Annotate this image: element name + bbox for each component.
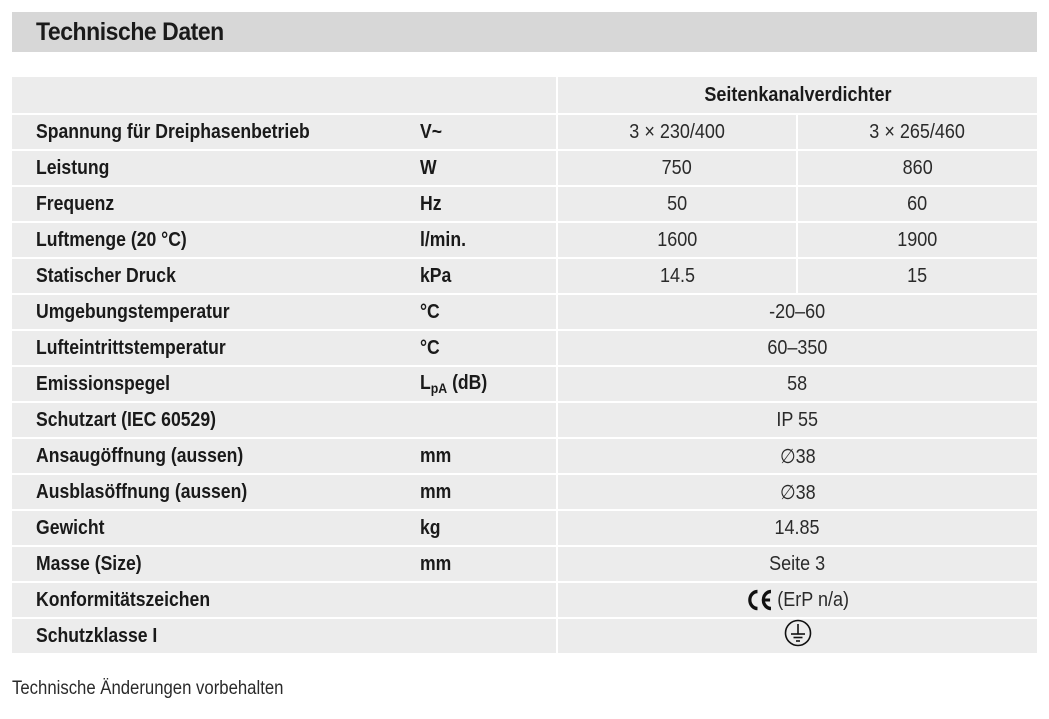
row-value-1: 750: [661, 156, 693, 179]
row-label: Lufteintrittstemperatur: [36, 336, 226, 359]
row-label: Ansaugöffnung (aussen): [36, 444, 244, 467]
row-unit: l/min.: [420, 228, 466, 251]
table-row: [12, 546, 1037, 582]
row-label: Konformitätszeichen: [36, 588, 211, 611]
row-unit: W: [420, 156, 437, 179]
row-unit: mm: [420, 444, 452, 467]
spec-table: [12, 77, 1037, 655]
row-value: IP 55: [776, 408, 819, 431]
table-row: [12, 582, 1037, 618]
row-unit: Hz: [420, 192, 442, 215]
ce-label: (ErP n/a): [776, 588, 849, 611]
section-title: Technische Daten: [36, 17, 224, 46]
table-row: [12, 474, 1037, 510]
row-value-1: 14.5: [659, 264, 695, 287]
row-label: Statischer Druck: [36, 264, 176, 287]
row-unit: mm: [420, 480, 452, 503]
table-row: [12, 114, 1037, 150]
header-empty-cell: [12, 77, 420, 114]
footnote: Technische Änderungen vorbehalten: [12, 678, 284, 699]
table-row: [12, 150, 1037, 186]
row-unit: °C: [420, 336, 440, 359]
table-row: [12, 438, 1037, 474]
row-value: -20–60: [769, 300, 826, 323]
row-unit: °C: [420, 300, 440, 323]
row-value: 14.85: [774, 516, 821, 539]
row-value: Seite 3: [769, 552, 826, 575]
column-header: Seitenkanalverdichter: [557, 77, 1037, 114]
row-value-2: 60: [907, 192, 928, 215]
row-value-2: 860: [902, 156, 933, 179]
table-row: [12, 294, 1037, 330]
row-unit: V~: [420, 120, 443, 143]
row-label: Leistung: [36, 156, 110, 179]
row-label: Gewicht: [36, 516, 105, 539]
row-label: Masse (Size): [36, 552, 142, 575]
conformity-value: [746, 589, 848, 612]
row-value-2: 15: [907, 264, 928, 287]
row-value-2: 3 × 265/460: [869, 120, 966, 143]
row-label: Ausblasöffnung (aussen): [36, 480, 248, 503]
row-label: Spannung für Dreiphasenbetrieb: [36, 120, 310, 143]
row-value-1: 50: [666, 192, 688, 215]
table-row: [12, 366, 1037, 402]
table-row: [12, 402, 1037, 438]
section-title-bar: [12, 12, 1037, 52]
row-unit: mm: [420, 552, 452, 575]
ce-mark-icon: [746, 589, 773, 611]
header-empty-cell: [420, 77, 557, 114]
row-value-1: 1600: [656, 228, 698, 251]
table-row: [12, 186, 1037, 222]
table-row: [12, 330, 1037, 366]
row-label: Emissionspegel: [36, 372, 171, 395]
row-label: Umgebungstemperatur: [36, 300, 230, 323]
row-unit: $L_{pA}$ (dB): [420, 372, 488, 396]
row-label: Schutzart (IEC 60529): [36, 408, 216, 431]
row-value: 58: [787, 372, 808, 395]
row-value: ∅38: [779, 445, 816, 468]
table-row: [12, 618, 1037, 654]
table-row: [12, 222, 1037, 258]
row-label: Frequenz: [36, 192, 115, 215]
row-unit: kg: [420, 516, 441, 539]
row-value-2: 1900: [897, 228, 938, 251]
table-row: [12, 258, 1037, 294]
row-label: Schutzklasse I: [36, 624, 158, 647]
table-header-row: [12, 77, 1037, 114]
row-value-1: 3 × 230/400: [629, 120, 725, 143]
row-label: Luftmenge (20 °C): [36, 228, 187, 251]
table-row: [12, 510, 1037, 546]
row-unit: kPa: [420, 264, 452, 287]
protective-earth-icon: [784, 619, 812, 653]
row-value: ∅38: [779, 481, 816, 504]
row-value: 60–350: [767, 336, 828, 359]
